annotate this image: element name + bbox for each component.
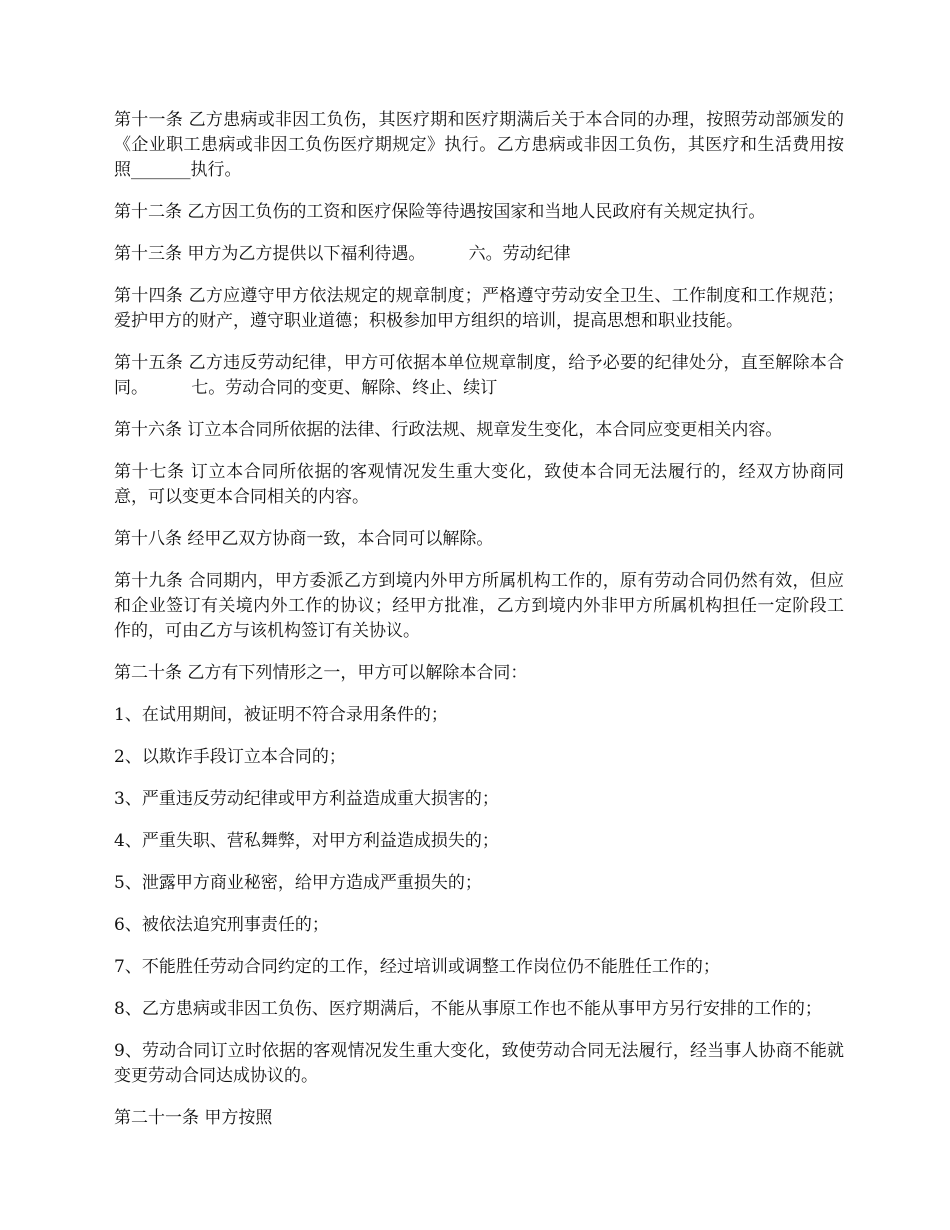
paragraph-article-17: 第十七条 订立本合同所依据的客观情况发生重大变化，致使本合同无法履行的，经双方协商同意，可以变更本合同相关的内容。 — [114, 462, 844, 507]
document-body — [114, 108, 844, 1148]
list-item-1: 1、在试用期间，被证明不符合录用条件的； — [114, 705, 448, 725]
paragraph-article-21: 第二十一条 甲方按照 — [114, 1108, 273, 1128]
list-item-7: 7、不能胜任劳动合同约定的工作，经过培训或调整工作岗位仍不能胜任工作的； — [114, 957, 720, 977]
paragraph-article-13: 第十三条 甲方为乙方提供以下福利待遇。 六。劳动纪律 — [114, 244, 571, 264]
paragraph-article-19: 第十九条 合同期内，甲方委派乙方到境内外甲方所属机构工作的，原有劳动合同仍然有效，但应和企业签订有关境内外工作的协议；经甲方批准，乙方到境内外非甲方所属机构担任一定阶段工作的，可由乙方与该机构签订有关协议。 — [114, 571, 844, 641]
paragraph-article-11: 第十一条 乙方患病或非因工负伤，其医疗期和医疗期满后关于本合同的办理，按照劳动部颁发的《企业职工患病或非因工负伤医疗期规定》执行。乙方患病或非因工负伤，其医疗和生活费用按照_______执行。 — [114, 110, 844, 180]
paragraph-article-20: 第二十条 乙方有下列情形之一，甲方可以解除本合同： — [114, 663, 528, 683]
paragraph-article-18: 第十八条 经甲乙双方协商一致，本合同可以解除。 — [114, 529, 494, 549]
paragraph-article-12: 第十二条 乙方因工负伤的工资和医疗保险等待遇按国家和当地人民政府有关规定执行。 — [114, 202, 766, 222]
paragraph-article-16: 第十六条 订立本合同所依据的法律、行政法规、规章发生变化，本合同应变更相关内容。 — [114, 420, 783, 440]
list-item-5: 5、泄露甲方商业秘密，给甲方造成严重损失的； — [114, 873, 482, 893]
paragraph-article-15: 第十五条 乙方违反劳动纪律，甲方可依据本单位规章制度，给予必要的纪律处分，直至解除本合同。 七。劳动合同的变更、解除、终止、续订 — [114, 353, 844, 398]
list-item-2: 2、以欺诈手段订立本合同的； — [114, 747, 346, 767]
list-item-4: 4、严重失职、营私舞弊，对甲方利益造成损失的； — [114, 831, 499, 851]
paragraph-article-14: 第十四条 乙方应遵守甲方依法规定的规章制度；严格遵守劳动安全卫生、工作制度和工作规范；爱护甲方的财产，遵守职业道德；积极参加甲方组织的培训，提高思想和职业技能。 — [114, 286, 844, 331]
list-item-9: 9、劳动合同订立时依据的客观情况发生重大变化，致使劳动合同无法履行，经当事人协商不能就变更劳动合同达成协议的。 — [114, 1041, 844, 1086]
list-item-3: 3、严重违反劳动纪律或甲方利益造成重大损害的； — [114, 789, 499, 809]
list-item-6: 6、被依法追究刑事责任的； — [114, 915, 329, 935]
list-item-8: 8、乙方患病或非因工负伤、医疗期满后，不能从事原工作也不能从事甲方另行安排的工作的； — [114, 999, 822, 1019]
